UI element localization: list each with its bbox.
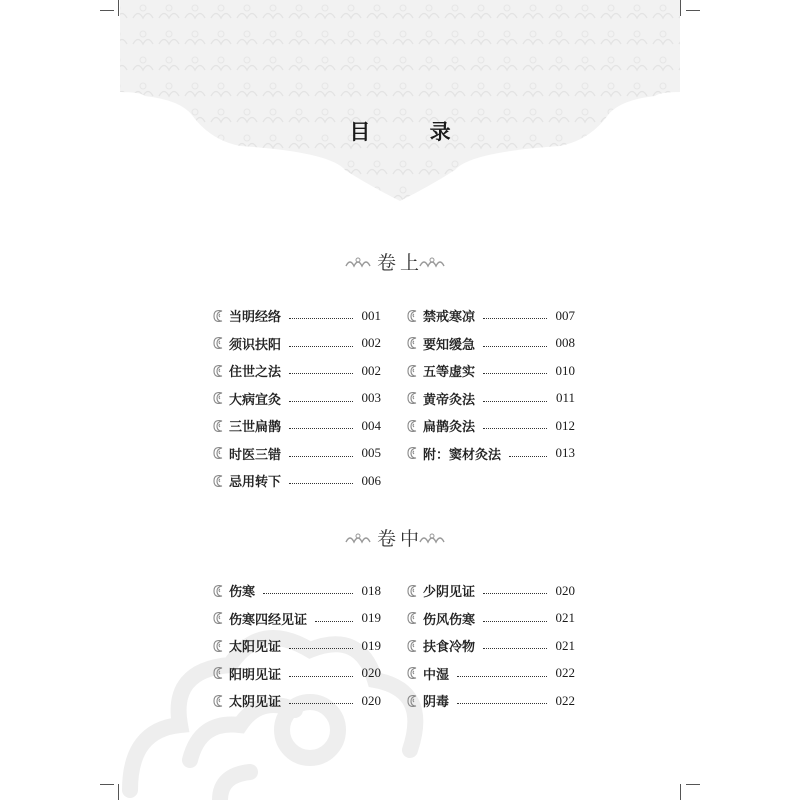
toc-entry[interactable] (405, 660, 575, 688)
dot-leader (483, 621, 547, 622)
bullet-icon (211, 445, 225, 461)
bullet-icon (211, 363, 225, 379)
bullet-icon (405, 665, 419, 681)
toc-column (211, 577, 381, 715)
entry-page: 001 (361, 307, 381, 323)
entry-title: 时医三错 (229, 447, 282, 463)
bullet-icon (405, 583, 419, 599)
entry-title: 伤风伤寒 (423, 612, 476, 628)
entry-page: 002 (361, 335, 381, 351)
entry-page: 020 (361, 692, 381, 708)
bullet-icon (405, 693, 419, 709)
toc-entry[interactable] (405, 605, 575, 633)
entry-title: 当明经络 (229, 310, 282, 326)
bullet-icon (211, 418, 225, 434)
dot-leader (315, 621, 353, 622)
entry-title: 伤寒四经见证 (229, 612, 308, 628)
entry-title: 阴毒 (423, 695, 450, 711)
entry-title: 忌用转下 (229, 475, 282, 491)
bullet-icon (211, 693, 225, 709)
entry-title: 少阴见证 (423, 585, 476, 601)
entry-page: 020 (361, 665, 381, 681)
bullet-icon (211, 638, 225, 654)
toc-column (211, 302, 381, 495)
dot-leader (483, 318, 547, 319)
section-heading-1 (0, 248, 800, 278)
crop-mark (686, 784, 700, 785)
toc-column (405, 577, 575, 715)
bullet-icon (211, 473, 225, 489)
dot-leader (483, 648, 547, 649)
entry-page: 018 (361, 582, 381, 598)
bullet-icon (211, 610, 225, 626)
toc-entry[interactable] (405, 687, 575, 715)
dot-leader (289, 676, 353, 677)
entry-page: 022 (555, 692, 575, 708)
cloud-ornament-right-icon (418, 254, 446, 270)
dot-leader (483, 428, 547, 429)
dot-leader (289, 401, 353, 402)
toc-entry[interactable] (211, 577, 381, 605)
toc-entry[interactable] (405, 412, 575, 440)
dot-leader (509, 456, 547, 457)
toc-entry[interactable] (211, 330, 381, 358)
entry-page: 006 (361, 472, 381, 488)
entry-page: 003 (361, 390, 381, 406)
entry-title: 扶食冷物 (423, 640, 476, 656)
bullet-icon (405, 610, 419, 626)
bullet-icon (211, 390, 225, 406)
entry-page: 021 (555, 637, 575, 653)
bullet-icon (405, 418, 419, 434)
page-title: 目 录 (349, 119, 477, 144)
toc-entry[interactable] (405, 385, 575, 413)
entry-page: 008 (555, 335, 575, 351)
toc-entry[interactable] (405, 632, 575, 660)
bullet-icon (405, 335, 419, 351)
toc-entry[interactable] (211, 687, 381, 715)
toc-entry[interactable] (405, 302, 575, 330)
bullet-icon (211, 583, 225, 599)
bullet-icon (211, 665, 225, 681)
entry-page: 012 (555, 417, 575, 433)
entry-page: 004 (361, 417, 381, 433)
section-heading-2 (0, 524, 800, 554)
dot-leader (289, 346, 353, 347)
entry-title: 三世扁鹊 (229, 420, 282, 436)
entry-page: 010 (555, 362, 575, 378)
toc-entry[interactable] (405, 440, 575, 468)
dot-leader (289, 373, 353, 374)
entry-title: 伤寒 (229, 585, 256, 601)
entry-title: 阳明见证 (229, 667, 282, 683)
section-title: 卷中 (376, 528, 423, 550)
toc-entry[interactable] (211, 605, 381, 633)
entry-page: 019 (361, 610, 381, 626)
toc-entry[interactable] (211, 302, 381, 330)
entry-page: 019 (361, 637, 381, 653)
entry-title: 住世之法 (229, 365, 282, 381)
entry-page: 011 (555, 390, 575, 406)
dot-leader (263, 593, 353, 594)
entry-page: 007 (555, 307, 575, 323)
entry-page: 022 (555, 665, 575, 681)
crop-mark (680, 784, 681, 800)
header-banner (0, 0, 800, 210)
entry-page: 005 (361, 445, 381, 461)
dot-leader (289, 456, 353, 457)
toc-entry[interactable] (211, 357, 381, 385)
dot-leader (483, 373, 547, 374)
entry-title: 附：窦材灸法 (423, 447, 502, 463)
toc-entry[interactable] (405, 577, 575, 605)
toc-entry[interactable] (211, 440, 381, 468)
entry-title: 须识扶阳 (229, 337, 282, 353)
bullet-icon (405, 638, 419, 654)
dot-leader (289, 703, 353, 704)
toc-entry[interactable] (405, 357, 575, 385)
dot-leader (483, 401, 547, 402)
dot-leader (483, 346, 547, 347)
entry-title: 大病宜灸 (229, 392, 282, 408)
bullet-icon (405, 363, 419, 379)
dot-leader (289, 648, 353, 649)
entry-page: 021 (555, 610, 575, 626)
toc-entry[interactable] (211, 385, 381, 413)
dot-leader (289, 483, 353, 484)
cloud-ornament-right-icon (418, 530, 446, 546)
bullet-icon (211, 335, 225, 351)
toc-column (405, 302, 575, 467)
entry-title: 要知缓急 (423, 337, 476, 353)
toc-entry[interactable] (211, 412, 381, 440)
entry-title: 黄帝灸法 (423, 392, 476, 408)
entry-page: 020 (555, 582, 575, 598)
entry-title: 五等虚实 (423, 365, 476, 381)
entry-title: 扁鹊灸法 (423, 420, 476, 436)
toc-entry[interactable] (405, 330, 575, 358)
bullet-icon (405, 308, 419, 324)
dot-leader (457, 703, 547, 704)
toc-entry[interactable] (211, 660, 381, 688)
bullet-icon (405, 390, 419, 406)
dot-leader (483, 593, 547, 594)
toc-entry[interactable] (211, 467, 381, 495)
entry-title: 禁戒寒凉 (423, 310, 476, 326)
entry-page: 013 (555, 445, 575, 461)
entry-title: 太阴见证 (229, 695, 282, 711)
section-title: 卷上 (376, 252, 423, 274)
bullet-icon (405, 445, 419, 461)
entry-title: 中湿 (423, 667, 450, 683)
entry-title: 太阳见证 (229, 640, 282, 656)
dot-leader (289, 428, 353, 429)
toc-entry[interactable] (211, 632, 381, 660)
dot-leader (289, 318, 353, 319)
dot-leader (457, 676, 547, 677)
entry-page: 002 (361, 362, 381, 378)
bullet-icon (211, 308, 225, 324)
